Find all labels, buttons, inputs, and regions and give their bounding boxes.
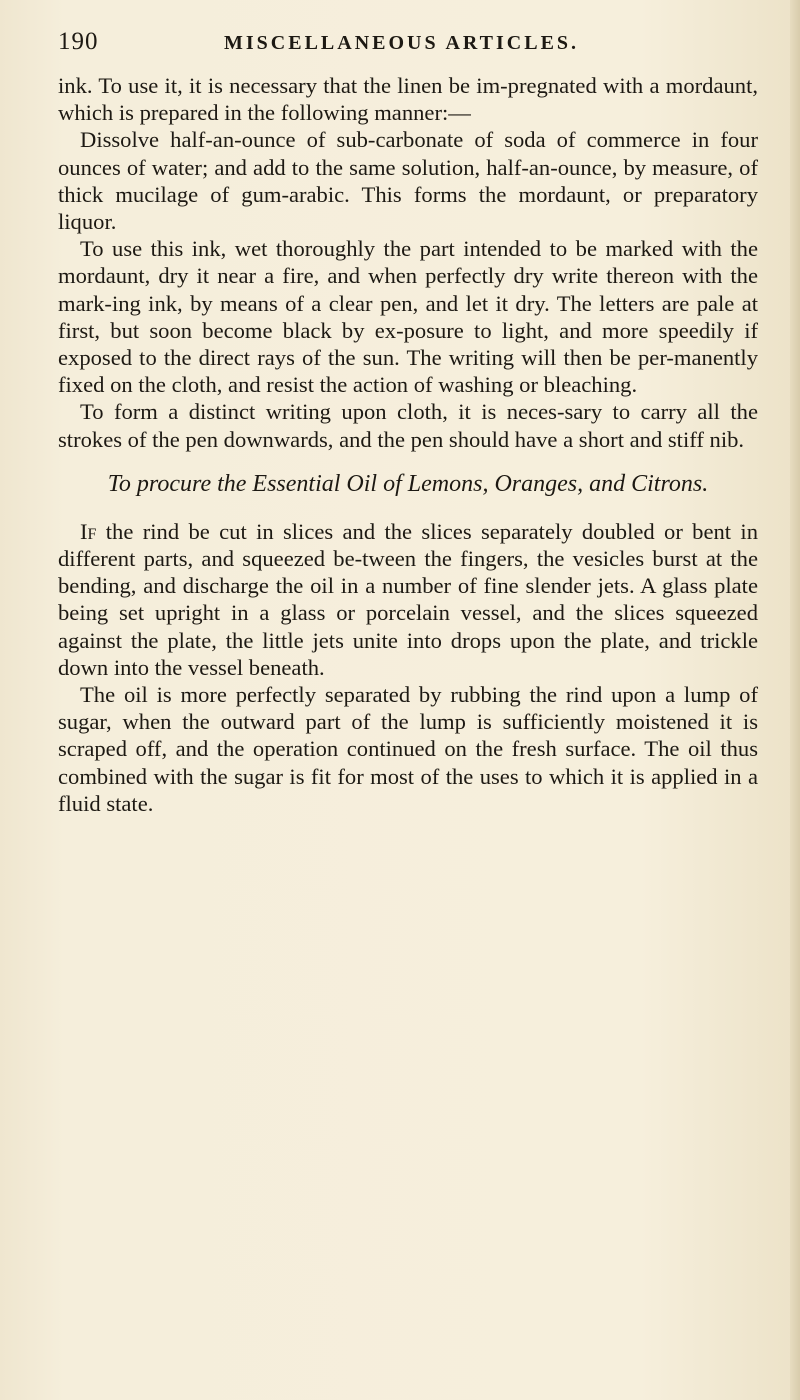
paragraph-distinct-writing: To form a distinct writing upon cloth, it is neces-sary to carry all the strokes of the pen downwards, and the pen should have a short and stiff nib. bbox=[58, 399, 758, 452]
page-edge bbox=[790, 0, 800, 1400]
paragraph-dissolve: Dissolve half-an-ounce of sub-carbonate of soda of commerce in four ounces of water; and add to the same solution, half-an-ounce, by measure, of thick mucilage of gum-arabic. This forms the mordaunt, or preparatory liquor. bbox=[58, 127, 758, 235]
initial-word: If bbox=[80, 518, 97, 544]
paragraph-use-ink: To use this ink, wet thoroughly the part intended to be marked with the mordaunt, dry it near a fire, and when perfectly dry write thereon with the mark-ing ink, by means of a clear pen, and let it dry. The letters are pale at first, but soon become black by ex-posure to light, and more speedily if exposed to the direct rays of the sun. The writing will then be per-manently fixed on the cloth, and resist the action of washing or bleaching. bbox=[58, 236, 758, 398]
section-title: To procure the Essential Oil of Lemons, Oranges, and Citrons. bbox=[107, 470, 709, 497]
paragraph-rind-slices-text: the rind be cut in slices and the slices separately doubled or bent in different parts, and squeezed be-tween the fingers, the vesicles burst at the bending, and discharge the oil in a number of fine slender jets. A glass plate being set upright in a glass or porcelain vessel, and the slices squeezed against the plate, the little jets unite into drops upon the plate, and trickle down into the vessel beneath. bbox=[58, 518, 758, 680]
paragraph-sugar: The oil is more perfectly separated by rubbing the rind upon a lump of sugar, when the outward part of the lump is sufficiently moistened it is scraped off, and the operation continued on the fresh surface. The oil thus combined with the sugar is fit for most of the uses to which it is applied in a fluid state. bbox=[58, 682, 758, 816]
paragraph-rind-slices bbox=[58, 518, 758, 681]
running-title: MISCELLANEOUS ARTICLES. bbox=[224, 32, 580, 54]
paragraph-ink-use: ink. To use it, it is necessary that the linen be im-pregnated with a mordaunt, which is prepared in the following manner:— bbox=[58, 73, 758, 126]
page-content bbox=[58, 28, 758, 817]
page-number: 190 bbox=[58, 28, 99, 55]
running-header bbox=[58, 28, 758, 64]
